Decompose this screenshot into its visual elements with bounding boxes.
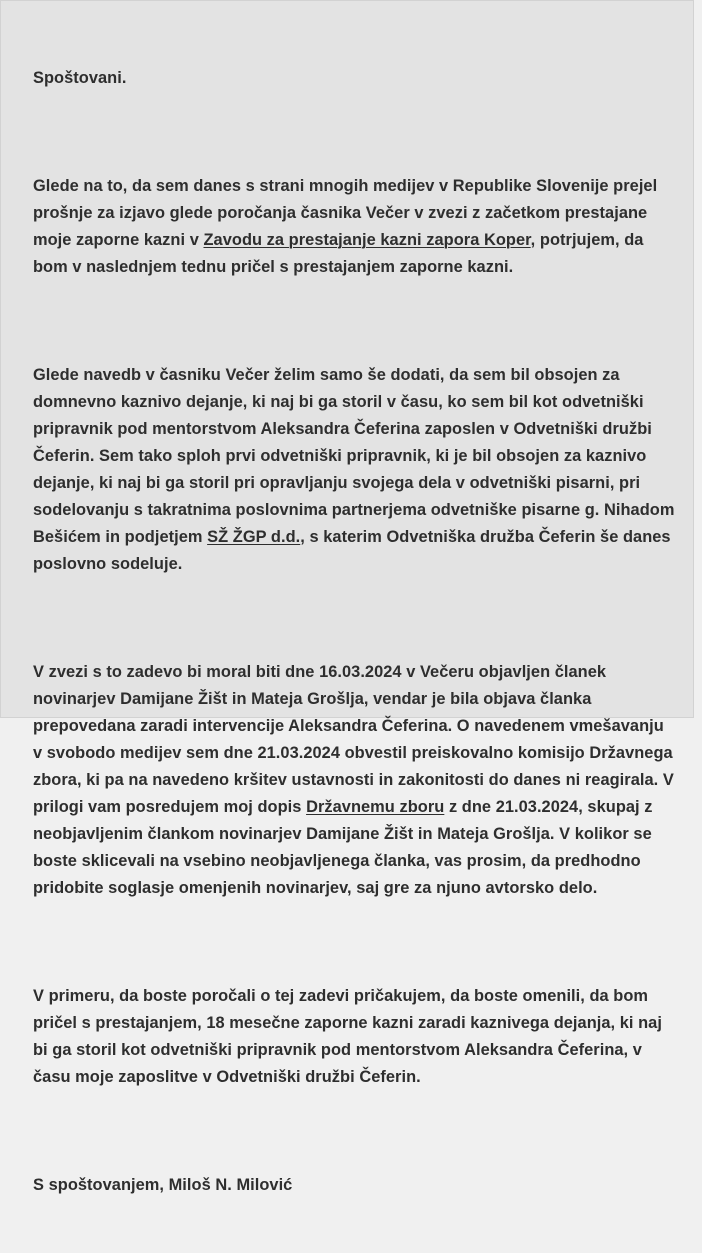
paragraph-2 — [33, 362, 680, 578]
paragraph-1 — [33, 173, 677, 281]
paragraph-1-text-a: Glede na to, da sem danes s strani mnogih medijev v Republike Slovenije prejel prošnje za izjavo glede poročanja časnika Večer v zvezi z začetkom prestajane moje zaporne kazni v — [33, 177, 662, 249]
paragraph-2-text-b: , s katerim Odvetniška družba Čeferin še danes poslovno sodeluje. — [33, 528, 676, 573]
paragraph-2-text-a: Glede navedb v časniku Večer želim samo še dodati, da sem bil obsojen za domnevno kaznivo dejanje, ki naj bi ga storil v času, ko sem bil kot odvetniški pripravnik pod mentorstvom Aleksandra Čeferina zaposlen v Odvetniški družbi Čeferin. Sem tako sploh prvi odvetniški pripravnik, ki je bil obsojen za kaznivo dejanje, ki naj bi ga storil pri opravljanju svojega dela v odvetniški pisarni, pri sodelovanju s takratnima poslovnima partnerjema odvetniške pisarne g. Nihadom Bešićem in podjetjem — [33, 366, 680, 546]
link-sz-zgp[interactable]: SŽ ŽGP d.d. — [207, 528, 301, 546]
link-drzavni-zbor[interactable]: Državnemu zboru — [306, 798, 445, 816]
greeting: Spoštovani. — [33, 69, 127, 87]
signature: S spoštovanjem, Miloš N. Milović — [33, 1176, 293, 1194]
paragraph-3-text-b: z dne 21.03.2024, skupaj z neobjavljenim člankom novinarjev Damijane Žišt in Mateja Grošlja. V kolikor se boste sklicevali na vsebino neobjavljenega članka, vas prosim, da predhodno pridobite soglasje omenjenih novinarjev, saj gre za njuno avtorsko delo. — [33, 798, 658, 897]
link-zavod-koper[interactable]: Zavodu za prestajanje kazni zapora Koper — [203, 231, 531, 249]
letter-body — [33, 11, 680, 1253]
paragraph-3-text-a: V zvezi s to zadevo bi moral biti dne 16.03.2024 v Večeru objavljen članek novinarjev Damijane Žišt in Mateja Grošlja, vendar je bila objava članka prepovedana zaradi intervencije Aleksandra Čeferina. O navedenem vmešavanju v svobodo medijev sem dne 21.03.2024 obvestil preiskovalno komisijo Državnega zbora, ki pa na navedeno kršitev ustavnosti in zakonitosti do danes ni reagirala. V prilogi vam posredujem moj dopis — [33, 663, 679, 816]
paragraph-1-text-b: , potrjujem, da bom v naslednjem tednu pričel s prestajanjem zaporne kazni. — [33, 231, 649, 276]
paragraph-4: V primeru, da boste poročali o tej zadevi pričakujem, da boste omenili, da bom pričel s prestajanjem, 18 mesečne zaporne kazni zaradi kaznivega dejanja, ki naj bi ga storil kot odvetniški pripravnik pod mentorstvom Aleksandra Čeferina, v času moje zaposlitve v Odvetniški družbi Čeferin. — [33, 987, 667, 1086]
paragraph-3 — [33, 659, 677, 902]
